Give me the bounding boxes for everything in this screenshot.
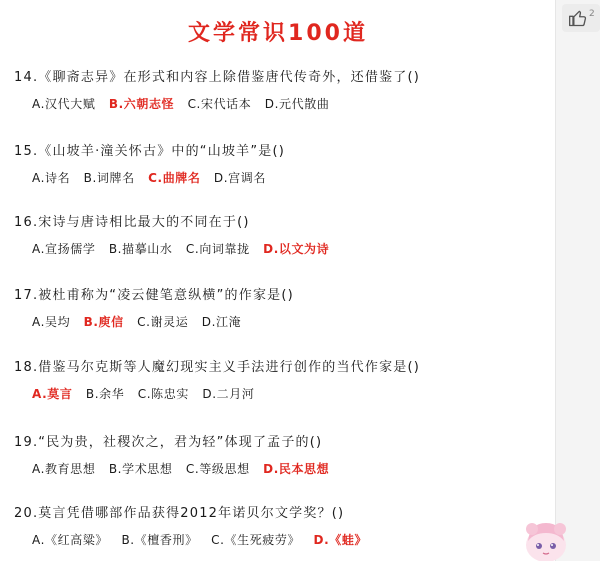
option-a: A.吴均 [32,315,71,329]
option-a: A.教育思想 [32,462,96,476]
option-c-correct: C.曲牌名 [148,171,201,185]
option-d: D.宫调名 [213,171,266,185]
option-c: C.等级思想 [185,462,250,476]
option-b: B.余华 [85,387,125,401]
question-options [32,169,549,187]
thumbs-up-icon [568,8,588,28]
option-c: C.向词靠拢 [185,242,250,256]
question-options [32,313,549,331]
question-19 [14,434,549,478]
question-options [32,240,549,258]
option-d: D.元代散曲 [264,97,330,111]
like-count: 2 [589,9,595,19]
option-d: D.二月河 [202,387,255,401]
option-a: A.宣扬儒学 [32,242,96,256]
question-options [32,531,549,549]
question-text: 18.借鉴马尔克斯等人魔幻现实主义手法进行创作的当代作家是() [14,360,421,375]
option-d-correct: D.以文为诗 [263,242,330,256]
option-b: B.描摹山水 [108,242,173,256]
question-18 [14,359,549,403]
like-button[interactable] [562,4,600,32]
option-a: A.诗名 [32,171,71,185]
option-d-correct: D.《蛙》 [313,533,368,547]
option-b: B.学术思想 [108,462,173,476]
question-text: 16.宋诗与唐诗相比最大的不同在于() [14,215,250,230]
option-c: C.宋代话本 [187,97,252,111]
question-options [32,385,549,403]
option-b: B.《檀香刑》 [121,533,198,547]
page-title: 文学常识100道 [188,21,368,46]
question-text: 14.《聊斋志异》在形式和内容上除借鉴唐代传奇外，还借鉴了() [14,70,421,85]
question-15 [14,143,549,187]
question-text: 19.“民为贵，社稷次之，君为轻”体现了孟子的() [14,435,323,450]
question-16 [14,214,549,258]
option-c: C.陈忠实 [137,387,189,401]
option-c: C.谢灵运 [137,315,189,329]
option-d: D.江淹 [201,315,242,329]
option-b: B.词牌名 [83,171,135,185]
question-14 [14,69,549,113]
question-20 [14,505,549,549]
question-options [32,460,549,478]
option-c: C.《生死疲劳》 [211,533,301,547]
question-options [32,95,549,113]
question-text: 17.被杜甫称为“凌云健笔意纵横”的作家是() [14,288,294,303]
anime-mascot-sticker [520,515,572,561]
right-sidebar [556,0,600,561]
option-b-correct: B.庾信 [83,315,124,329]
option-b-correct: B.六朝志怪 [108,97,175,111]
option-d-correct: D.民本思想 [263,462,330,476]
question-text: 15.《山坡羊·潼关怀古》中的“山坡羊”是() [14,144,286,159]
question-17 [14,287,549,331]
option-a: A.《红高粱》 [32,533,109,547]
option-a-correct: A.莫言 [32,387,73,401]
option-a: A.汉代大赋 [32,97,96,111]
question-text: 20.莫言凭借哪部作品获得2012年诺贝尔文学奖？() [14,506,345,521]
